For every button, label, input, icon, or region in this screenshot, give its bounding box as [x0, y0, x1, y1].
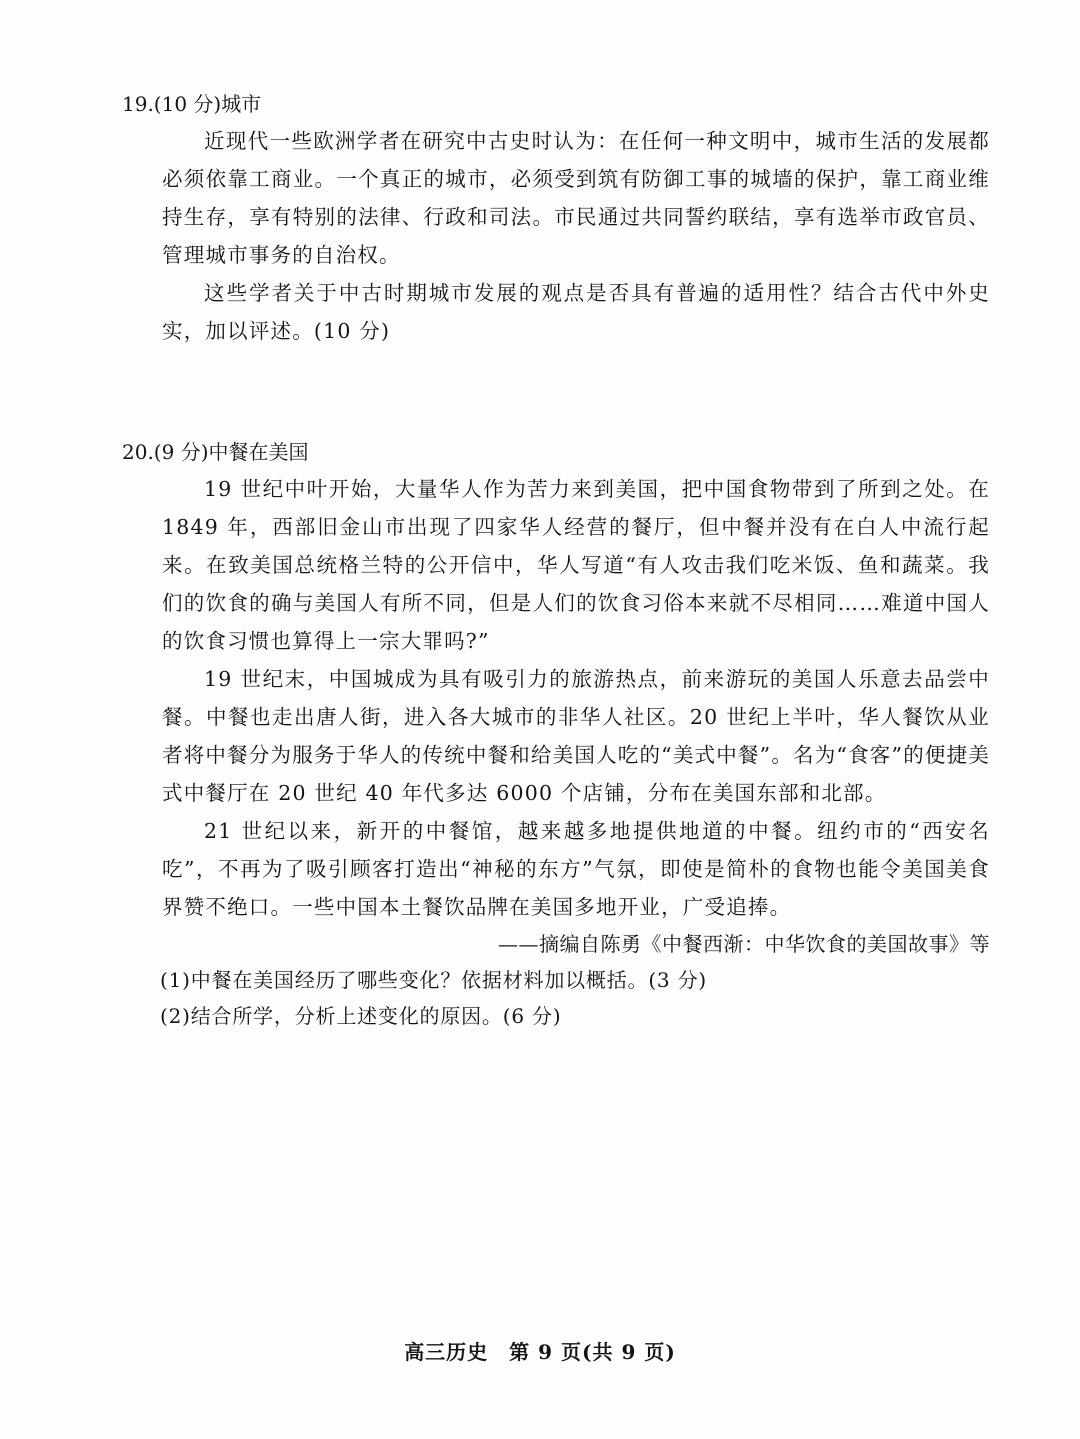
question-20-material [120, 470, 990, 926]
question-19-prompt: 这些学者关于中古时期城市发展的观点是否具有普遍的适用性？结合古代中外史实，加以评述。(10 分) [162, 281, 990, 343]
question-20-heading: 20.(9 分)中餐在美国 [122, 440, 309, 464]
question-20-paragraph-3: 21 世纪以来，新开的中餐馆，越来越多地提供地道的中餐。纽约市的“西安名吃”，不再为了吸引顾客打造出“神秘的东方”气氛，即使是简朴的食物也能令美国美食界赞不绝口。一些中国本土餐饮品牌在美国多地开业，广受追捧。 [162, 819, 990, 919]
question-19-material [120, 122, 990, 350]
sub-question-2: (2)结合所学，分析上述变化的原因。(6 分) [160, 1004, 562, 1028]
question-20 [120, 434, 990, 1034]
page-footer: 高三历史 第 9 页(共 9 页) [404, 1340, 676, 1364]
question-19-paragraph: 近现代一些欧洲学者在研究中古史时认为：在任何一种文明中，城市生活的发展都必须依靠工商业。一个真正的城市，必须受到筑有防御工事的城墙的保护，靠工商业维持生存，享有特别的法律、行政和司法。市民通过共同誓约联结，享有选举市政官员、管理城市事务的自治权。 [162, 129, 990, 267]
sub-question-1: (1)中餐在美国经历了哪些变化？依据材料加以概括。(3 分) [160, 968, 708, 992]
question-19 [120, 86, 990, 350]
question-20-paragraph-2: 19 世纪末，中国城成为具有吸引力的旅游热点，前来游玩的美国人乐意去品尝中餐。中餐也走出唐人街，进入各大城市的非华人社区。20 世纪上半叶，华人餐饮从业者将中餐分为服务于华人的传统中餐和给美国人吃的“美式中餐”。名为“食客”的便捷美式中餐厅在 20 世纪 40 年代多达 6000 个店铺，分布在美国东部和北部。 [162, 667, 990, 805]
question-20-paragraph-1: 19 世纪中叶开始，大量华人作为苦力来到美国，把中国食物带到了所到之处。在 1849 年，西部旧金山市出现了四家华人经营的餐厅，但中餐并没有在白人中流行起来。在致美国总统格兰特的公开信中，华人写道“有人攻击我们吃米饭、鱼和蔬菜。我们的饮食的确与美国人有所不同，但是人们的饮食习俗本来就不尽相同……难道中国人的饮食习惯也算得上一宗大罪吗?” [162, 477, 990, 653]
material-source: ——摘编自陈勇《中餐西渐：中华饮食的美国故事》等 [498, 932, 990, 956]
question-19-heading: 19.(10 分)城市 [122, 92, 262, 116]
